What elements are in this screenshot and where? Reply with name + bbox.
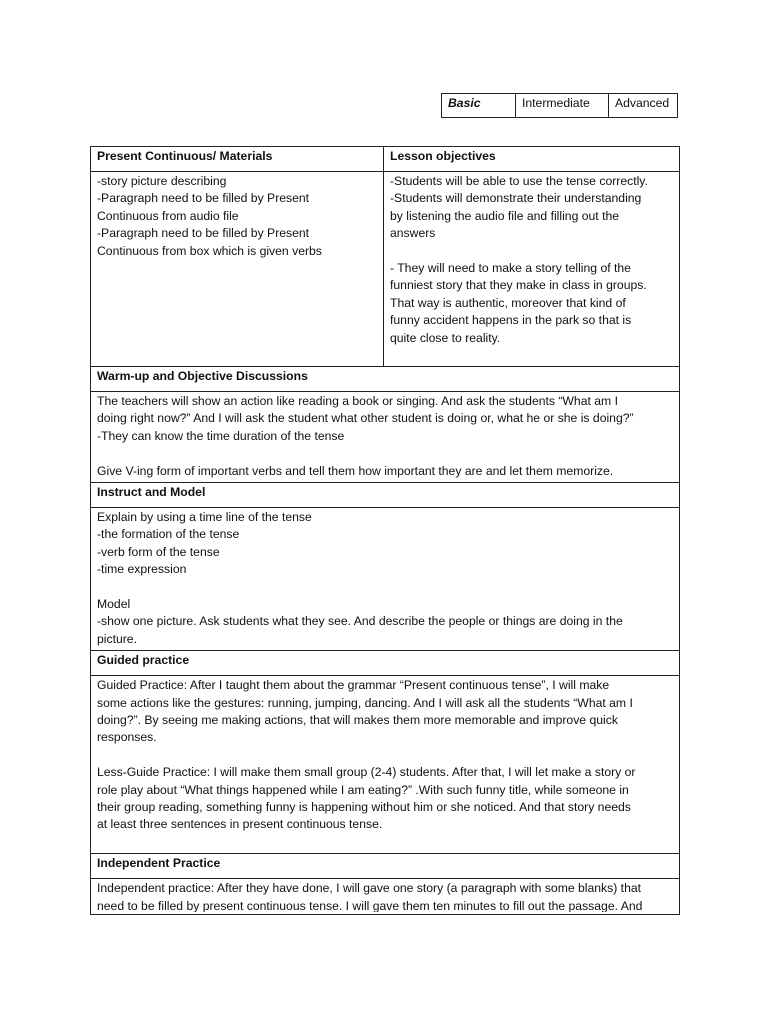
materials-line: -story picture describing [97, 174, 227, 188]
level-selector-table [441, 93, 678, 118]
objectives-line: funniest story that they make in class in groups. [390, 278, 647, 293]
objectives-line: That way is authentic, moreover that kind of [390, 295, 626, 310]
materials-line: -Paragraph need to be filled by Present [97, 226, 310, 241]
instruct-line: Model [97, 597, 131, 612]
spacer [390, 243, 673, 260]
level-basic: Basic [442, 94, 516, 118]
instruct-line: -show one picture. Ask students what they see. And describe the people or things are doing in the [97, 614, 623, 629]
instruct-header: Instruct and Model [91, 483, 680, 508]
objectives-line: - They will need to make a story telling of the [390, 261, 631, 276]
level-advanced: Advanced [609, 94, 678, 118]
independent-line: Independent practice: After they have done, I will gave one story (a paragraph with some blanks) that [97, 881, 642, 896]
warmup-header: Warm-up and Objective Discussions [91, 367, 680, 392]
spacer [97, 579, 673, 596]
warmup-line: -They can know the time duration of the tense [97, 428, 345, 443]
warmup-line: doing right now?” And I will ask the student what other student is doing or, what he or she is doing?” [97, 411, 634, 426]
materials-line: -Paragraph need to be filled by Present [97, 191, 310, 206]
instruct-line: picture. [97, 631, 137, 646]
instruct-line: Explain by using a time line of the tense [97, 510, 312, 525]
guided-line: Less-Guide Practice: I will make them small group (2-4) students. After that, I will let make a story or [97, 765, 636, 780]
objectives-line: -Students will be able to use the tense correctly. [390, 174, 648, 188]
objectives-line: quite close to reality. [390, 330, 501, 345]
spacer [97, 747, 673, 764]
warmup-line: Give V-ing form of important verbs and tell them how important they are and let them memorize. [97, 463, 614, 478]
instruct-line: -verb form of the tense [97, 544, 220, 559]
objectives-line: funny accident happens in the park so that is [390, 313, 632, 328]
materials-line: Continuous from box which is given verbs [97, 243, 322, 258]
spacer [97, 834, 673, 851]
lesson-plan-table [90, 146, 680, 915]
guided-line: Guided Practice: After I taught them about the grammar “Present continuous tense”, I will make [97, 678, 610, 693]
independent-text-clip [97, 880, 673, 912]
instruct-cell [91, 508, 680, 651]
guided-line: their group reading, something funny is happening without him or she noticed. And that story needs [97, 800, 631, 815]
guided-line: doing?”. By seeing me making actions, that will makes them more memorable and improve quick [97, 713, 618, 728]
independent-header: Independent Practice [91, 854, 680, 879]
independent-cell [91, 879, 680, 915]
guided-line: at least three sentences in present continuous tense. [97, 817, 383, 832]
objectives-line: answers [390, 226, 436, 241]
instruct-line: -the formation of the tense [97, 527, 240, 542]
instruct-line: -time expression [97, 562, 187, 577]
spacer [97, 445, 673, 462]
guided-cell [91, 676, 680, 854]
guided-header: Guided practice [91, 651, 680, 676]
materials-header: Present Continuous/ Materials [91, 147, 384, 172]
guided-line: role play about “What things happened while I am eating?” .With such funny title, while someone in [97, 782, 629, 797]
level-intermediate: Intermediate [516, 94, 609, 118]
objectives-cell [384, 172, 680, 367]
materials-line: Continuous from audio file [97, 208, 239, 223]
objectives-header: Lesson objectives [384, 147, 680, 172]
warmup-line: The teachers will show an action like reading a book or singing. And ask the students “What am I [97, 394, 618, 408]
guided-line: some actions like the gestures: running, jumping, dancing. And I will ask all the students “What am I [97, 695, 633, 710]
guided-line: responses. [97, 730, 157, 745]
objectives-line: by listening the audio file and filling out the [390, 208, 620, 223]
warmup-cell [91, 392, 680, 483]
materials-cell [91, 172, 384, 367]
independent-line: need to be filled by present continuous tense. I will gave them ten minutes to fill out the passage. And [97, 898, 643, 913]
objectives-line: -Students will demonstrate their understanding [390, 191, 642, 206]
